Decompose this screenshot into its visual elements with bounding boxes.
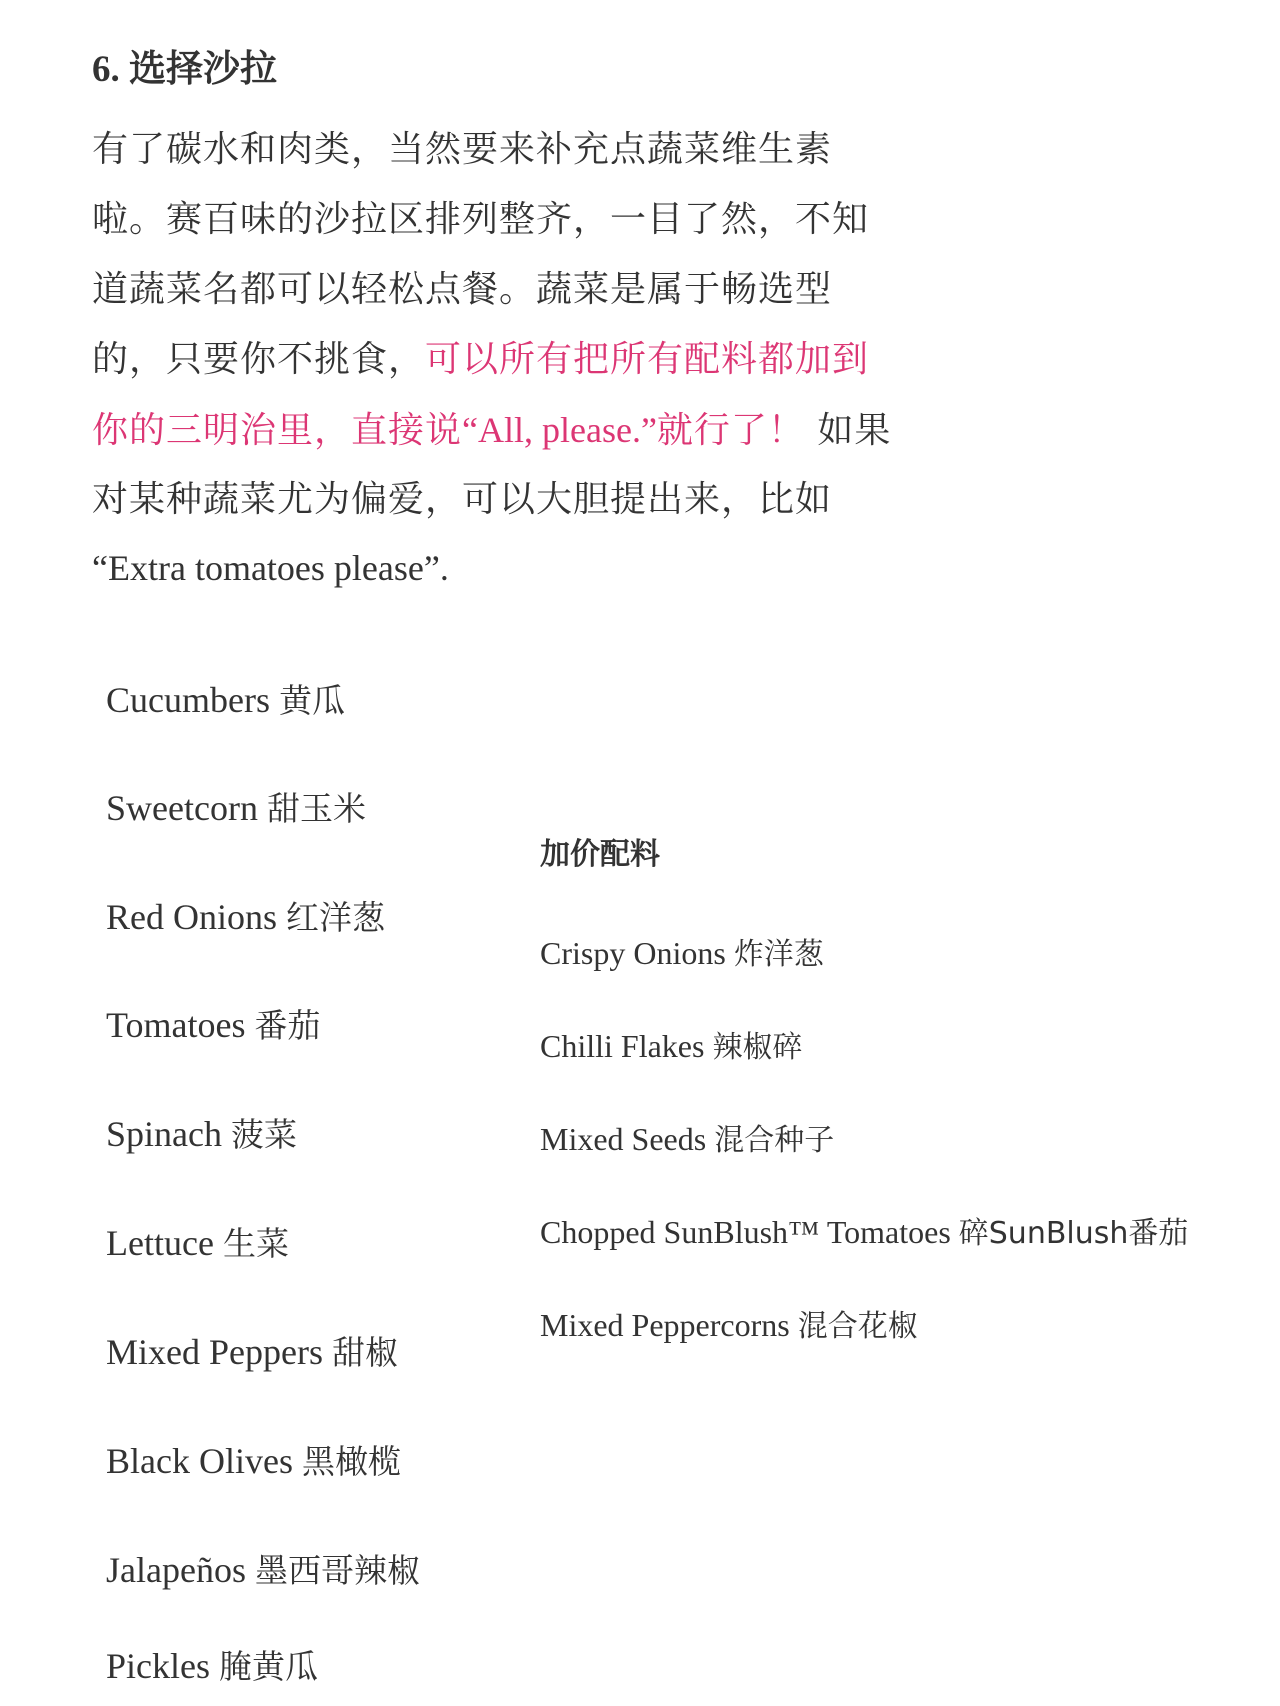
item-english: Sweetcorn — [106, 788, 258, 828]
item-chinese: 混合花椒 — [797, 1309, 918, 1344]
item-chinese: 墨西哥辣椒 — [254, 1551, 420, 1590]
list-item — [106, 677, 345, 724]
paragraph-line — [92, 335, 869, 385]
highlighted-text: 可以所有把所有配料都加到 — [425, 339, 870, 380]
highlighted-quote: “All, please.” — [462, 410, 657, 450]
item-english: Mixed Peppers — [106, 1332, 323, 1372]
list-item — [540, 932, 824, 976]
item-english: Tomatoes — [106, 1005, 246, 1045]
item-english: Chopped SunBlush™ Tomatoes — [540, 1214, 951, 1250]
item-english: Mixed Peppercorns — [540, 1307, 790, 1343]
list-item — [540, 1118, 834, 1162]
highlighted-text: 就行了！ — [656, 410, 805, 451]
item-chinese: 菠菜 — [230, 1115, 297, 1154]
list-item — [106, 1329, 398, 1376]
item-chinese: 碎SunBlush番茄 — [958, 1216, 1189, 1251]
list-item — [106, 894, 385, 941]
item-chinese: 红洋葱 — [286, 898, 385, 937]
list-item — [106, 1111, 297, 1158]
list-item — [106, 785, 366, 832]
example-quote: “Extra tomatoes please”. — [92, 548, 449, 588]
paragraph-text: 的，只要你不挑食， — [92, 339, 426, 380]
item-english: Spinach — [106, 1114, 222, 1154]
section-title: 6. 选择沙拉 — [92, 48, 277, 90]
paragraph-line: 啦。赛百味的沙拉区排列整齐，一目了然，不知 — [92, 199, 870, 240]
item-chinese: 黄瓜 — [278, 681, 345, 720]
list-item — [106, 1643, 318, 1690]
highlighted-text: 你的三明治里，直接说 — [92, 410, 463, 451]
item-chinese: 黑橄榄 — [301, 1442, 401, 1481]
item-chinese: 甜椒 — [331, 1333, 398, 1372]
list-item — [106, 1002, 320, 1049]
list-item — [106, 1438, 401, 1485]
item-chinese: 甜玉米 — [266, 789, 366, 828]
paragraph-line: 道蔬菜名都可以轻松点餐。蔬菜是属于畅选型 — [92, 269, 833, 310]
list-item — [106, 1220, 289, 1267]
item-english: Pickles — [106, 1646, 210, 1686]
item-english: Red Onions — [106, 897, 277, 937]
list-item — [540, 1211, 1188, 1255]
item-english: Chilli Flakes — [540, 1028, 705, 1064]
paragraph-line — [92, 405, 891, 456]
item-english: Cucumbers — [106, 680, 270, 720]
item-english: Black Olives — [106, 1441, 293, 1481]
item-chinese: 番茄 — [254, 1006, 321, 1045]
list-item — [540, 1025, 802, 1069]
item-english: Mixed Seeds — [540, 1121, 707, 1157]
addon-header: 加价配料 — [540, 837, 660, 872]
item-english: Lettuce — [106, 1223, 214, 1263]
list-item — [106, 1547, 470, 1594]
paragraph-line — [92, 543, 449, 594]
paragraph-line: 有了碳水和肉类，当然要来补充点蔬菜维生素 — [92, 129, 833, 170]
paragraph-text: 如果 — [817, 410, 892, 451]
item-chinese: 炸洋葱 — [733, 937, 824, 972]
paragraph-line: 对某种蔬菜尤为偏爱，可以大胆提出来，比如 — [92, 479, 833, 520]
item-chinese: 腌黄瓜 — [219, 1647, 318, 1686]
item-chinese: 混合种子 — [714, 1123, 835, 1158]
item-chinese: 辣椒碎 — [712, 1030, 803, 1065]
item-english: Crispy Onions — [540, 935, 726, 971]
item-chinese: 生菜 — [222, 1224, 289, 1263]
list-item — [540, 1304, 918, 1348]
item-english: Jalapeños — [106, 1550, 246, 1590]
